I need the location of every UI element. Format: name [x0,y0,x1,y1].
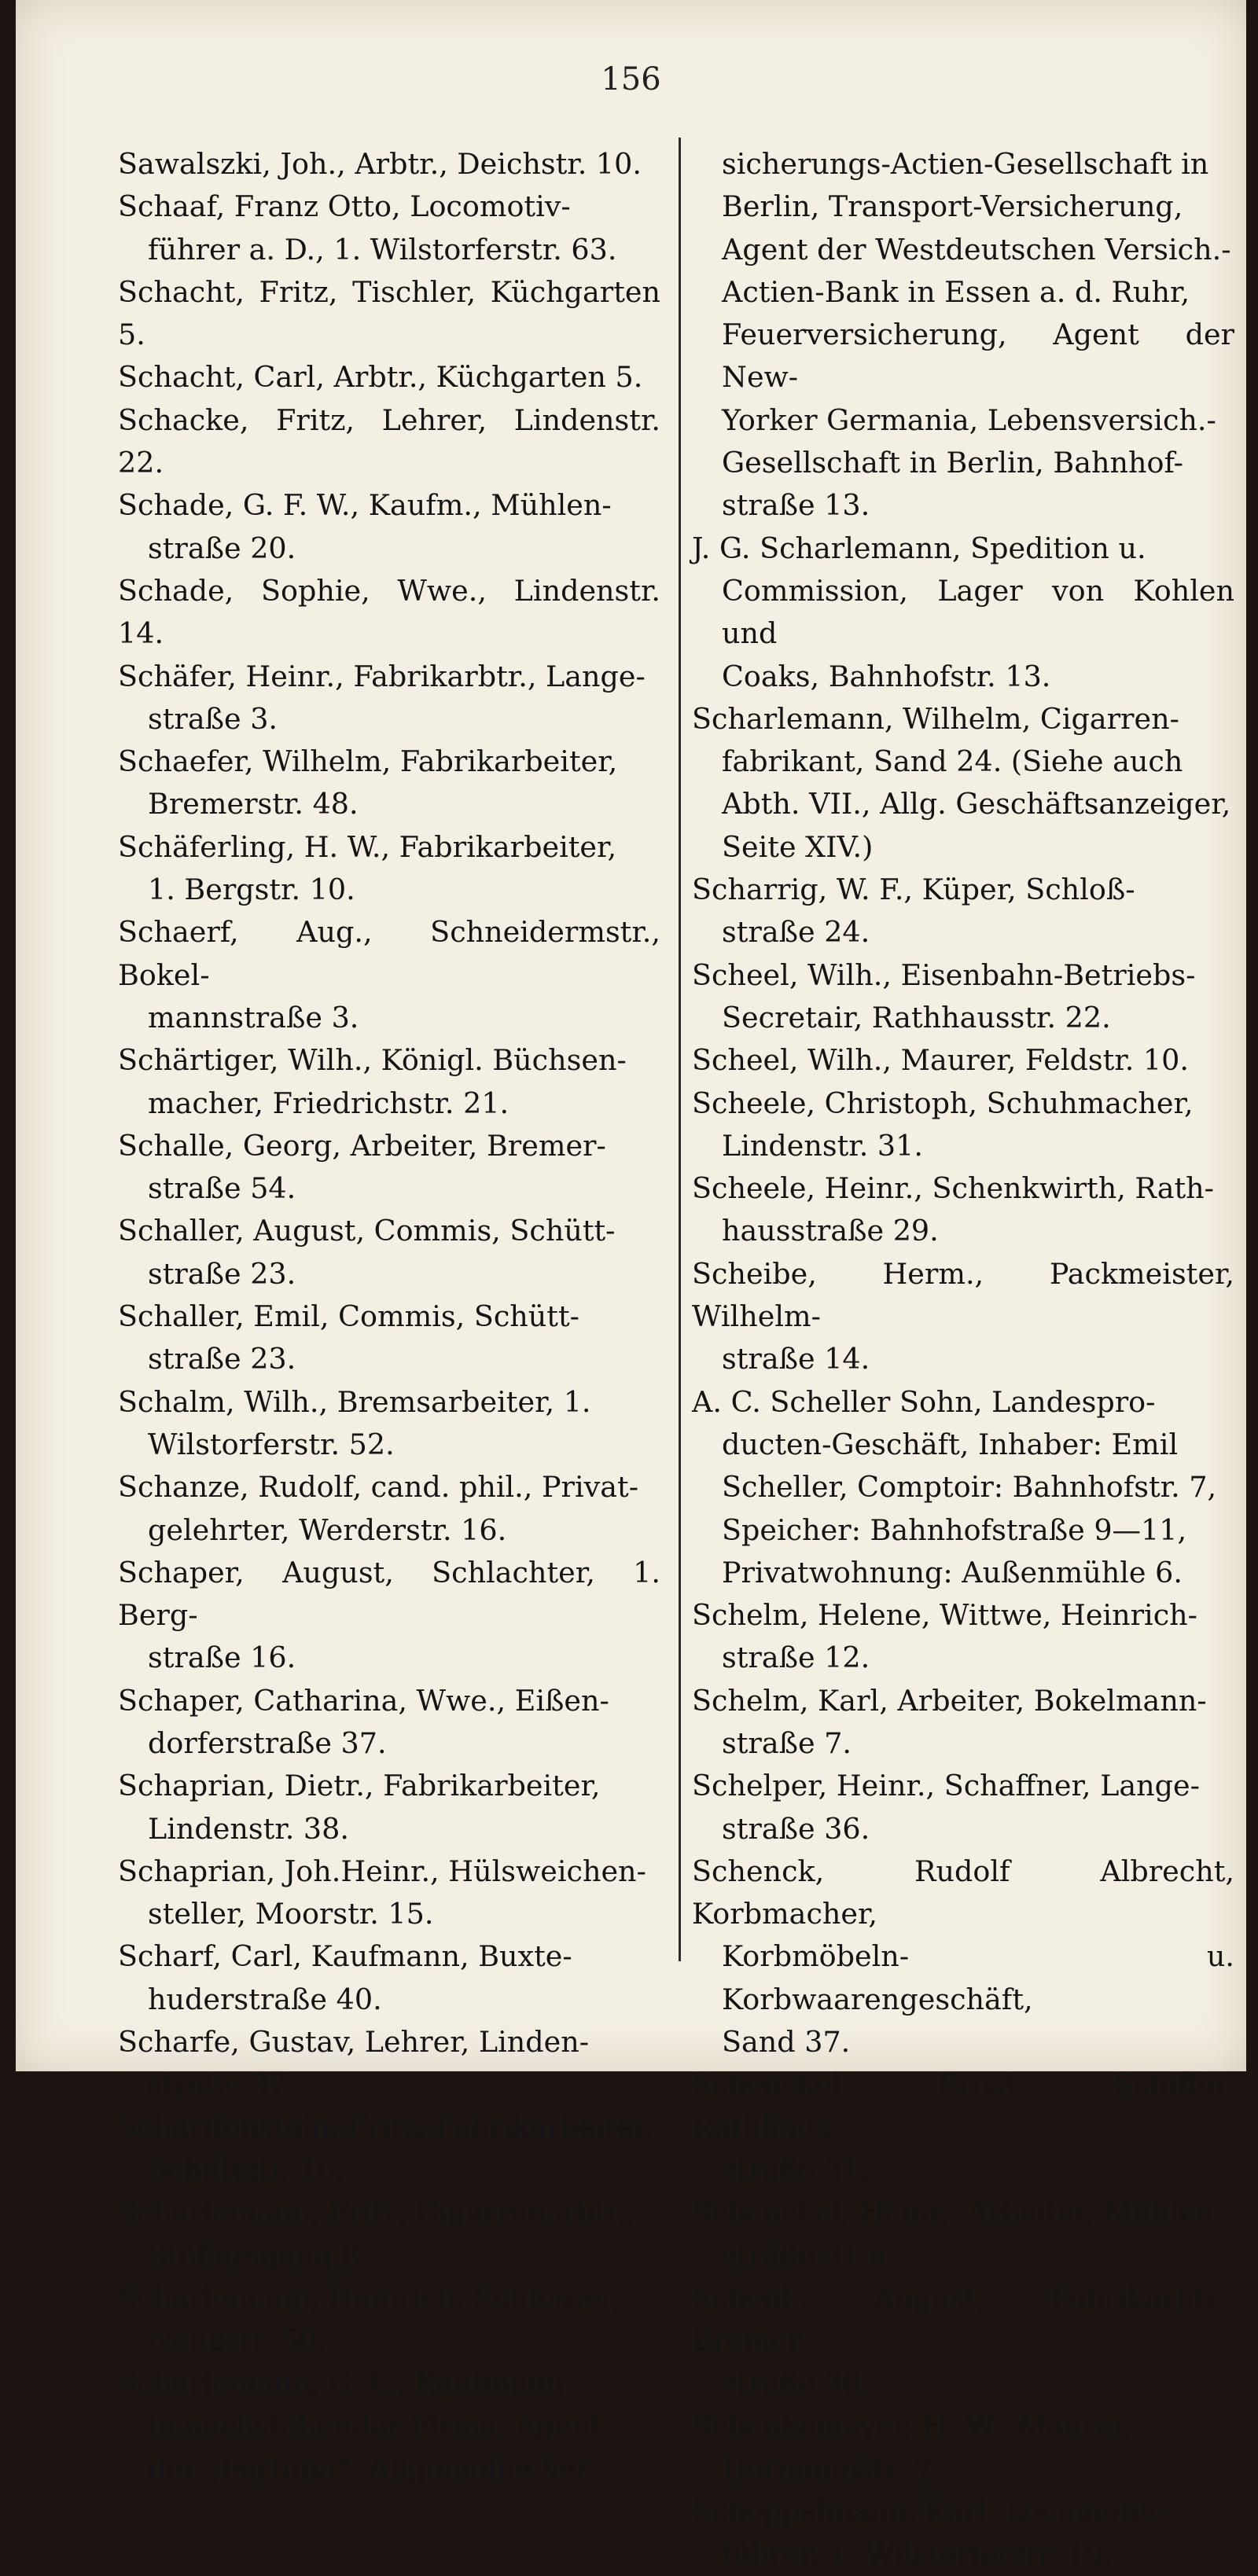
directory-entry [118,656,660,741]
directory-entry [118,826,660,912]
entry-continuation-line: Feuerversicherung, Agent der New- [722,318,1234,395]
directory-entry [118,356,660,399]
entry-continuation-line: straße 54. [148,1171,296,1206]
directory-entry [692,1680,1234,1766]
entry-continuation-line: straße 20. [148,531,296,565]
directory-entry [692,1039,1234,1082]
entry-first-line: Scharf, Carl, Kaufmann, Buxte- [118,1939,572,1974]
entry-first-line: Schacht, Carl, Arbtr., Küchgarten 5. [118,360,643,395]
entry-continuation-line: Yorker Germania, Lebensversich.- [722,402,1216,437]
entry-first-line: Schenckel, Heinr., Arbeiter, Mühlen- [692,2196,1224,2230]
entry-first-line: Schalm, Wilh., Bremsarbeiter, 1. [118,1384,591,1419]
directory-entry [692,954,1234,1040]
directory-entry [692,698,1234,869]
entry-continuation-line: straße 36. [722,2366,870,2401]
directory-entry [692,143,1234,527]
entry-continuation-line: straße 12. [722,1641,870,1675]
entry-continuation-line: Seite XIV.) [722,829,874,864]
entry-first-line: Scharffenstein, Fritz, Fabrikarbeiter, [118,2110,653,2144]
entry-first-line: Schaaf, Franz Otto, Locomotiv- [118,189,571,224]
entry-first-line: Schade, G. F. W., Kaufm., Mühlen- [118,488,612,523]
entry-first-line: Schärtiger, Wilh., Königl. Büchsen- [118,1043,627,1078]
directory-entry [692,1253,1234,1381]
entry-first-line: Schanze, Rudolf, cand. phil., Privat- [118,1470,639,1505]
entry-first-line: Schelm, Karl, Arbeiter, Bokelmann- [692,1683,1207,1718]
entry-continuation-line: Commission, Lager von Kohlen und [722,573,1234,651]
entry-continuation-line: mannstraße 3. [148,1000,359,1034]
entry-first-line: Schaprian, Joh.Heinr., Hülsweichen- [118,1854,646,1888]
directory-entry [118,1552,660,1680]
entry-continuation-line: Wilstorferstr. 52. [148,1427,395,1461]
directory-entry [118,1680,660,1766]
directory-entry [118,1295,660,1381]
entry-continuation-line: Schüttstr. 16. [148,2152,344,2187]
entry-continuation-line: Speicher: Bahnhofstraße 9—11, [722,1512,1187,1547]
directory-entry [692,1381,1234,1594]
directory-entry [118,399,660,485]
entry-continuation-line: Gesellschaft in Berlin, Bahnhof- [722,446,1183,480]
entry-first-line: Scharlemann, Fritz, Cigarrenarbtr., [118,2196,636,2230]
directory-entry [692,2277,1234,2405]
left-column [118,143,660,2490]
directory-entry [118,2362,660,2490]
directory-entry [118,186,660,271]
entry-continuation-line: Lindenstr. 31. [722,1128,923,1163]
entry-continuation-line: Berlin, Transport-Versicherung, [722,189,1183,224]
entry-continuation-line: straße 13. [722,488,870,523]
directory-page [16,0,1246,2571]
directory-entry [118,143,660,186]
entry-first-line: Scheppelmann, Karl, Locomotiv- [692,2494,1167,2529]
entry-continuation-line: straße 31 a. [722,2238,896,2273]
entry-continuation-line: gelehrter, Werderstr. 16. [148,1512,507,1547]
right-column [692,143,1234,2576]
entry-continuation-line: Privatwohnung: Außenmühle 6. [722,1555,1183,1589]
directory-entry [118,271,660,357]
entry-continuation-line: fabrikant, Sand 24. (Siehe auch [722,744,1183,779]
entry-first-line: Scharlemann, Wilhelm, Cigarren- [692,701,1179,736]
entry-continuation-line: straße 31. [722,2152,870,2187]
directory-entry [118,1765,660,1850]
directory-entry [118,2107,660,2192]
entry-continuation-line: straße 36. [722,1811,870,1846]
page-number: 156 [601,61,661,97]
entry-continuation-line: in nachstehender Firma, Agent [148,2409,602,2443]
entry-first-line: Schaprian, Dietr., Fabrikarbeiter, [118,1769,601,1803]
directory-entry [118,1039,660,1125]
entry-first-line: Schaefer, Wilhelm, Fabrikarbeiter, [118,744,618,779]
entry-first-line: Scheele, Christoph, Schuhmacher, [692,1086,1194,1120]
directory-entry [118,484,660,570]
entry-continuation-line: straße 23. [148,1342,296,1376]
entry-first-line: J. G. Scharlemann, Spedition u. [692,531,1146,565]
entry-continuation-line: straße 24. [722,915,870,950]
entry-first-line: Scharrig, W. F., Küper, Schloß- [692,873,1135,907]
directory-entry [118,740,660,826]
entry-continuation-line: Secretair, Rathhausstr. 22. [722,1000,1111,1034]
entry-first-line: Schenkemeyer, H. W., Maurer, [692,2409,1133,2443]
entry-first-line: Schelm, Helene, Wittwe, Heinrich- [692,1598,1198,1633]
entry-first-line: sicherungs-Actien-Gesellschaft in [722,147,1209,181]
entry-first-line: Schaper, August, Schlachter, 1. Berg- [118,1555,660,1633]
entry-continuation-line: straße 23. [148,1256,296,1291]
directory-entry [118,1935,660,2021]
directory-entry [118,1381,660,1467]
directory-entry [118,570,660,656]
entry-first-line: Schaper, Catharina, Wwe., Eißen- [118,1683,609,1718]
entry-first-line: Schalle, Georg, Arbeiter, Bremer- [118,1128,606,1163]
entry-continuation-line: führer a. D., 1. Wilstorferstr. 63. [148,232,617,266]
entry-continuation-line: Scheller, Comptoir: Bahnhofstr. 7, [722,1470,1217,1505]
entry-continuation-line: straße 16. [148,1641,296,1675]
directory-entry [118,2192,660,2277]
directory-entry [692,2405,1234,2491]
entry-continuation-line: steller, Moorstr. 15. [148,1897,434,1931]
directory-entry [692,1850,1234,2063]
entry-continuation-line: Agent der Westdeutschen Versich.- [722,232,1231,266]
directory-entry [692,2192,1234,2277]
entry-continuation-line: Korbmöbeln- u. Korbwaarengeschäft, [722,1939,1234,2016]
entry-first-line: Schenckel, Ernst, Schiffer, Rathhaus- [692,2067,1234,2144]
entry-first-line: Schaller, Emil, Commis, Schütt- [118,1299,579,1334]
directory-entry [692,1594,1234,1680]
entry-continuation-line: der „Fortuna“, Allgemeine Ver- [148,2452,600,2486]
entry-first-line: Schacke, Fritz, Lehrer, Lindenstr. 22. [118,402,660,480]
entry-first-line: Schäfer, Heinr., Fabrikarbtr., Lange- [118,659,646,693]
directory-entry [692,527,1234,698]
directory-entry [118,911,660,1039]
entry-continuation-line: hausstraße 29. [722,1214,939,1248]
entry-first-line: Schenck, Rudolf Albrecht, Korbmacher, [692,1854,1234,1931]
directory-entry [692,1765,1234,1850]
entry-first-line: Scharlemann, G. L., Kaufmann [118,2366,565,2401]
entry-continuation-line: Neuestr. 50. [148,2324,326,2358]
entry-continuation-line: Lindenstr. 38. [148,1811,349,1846]
entry-continuation-line: Stöbersgang 8. [148,2238,370,2273]
directory-entry [118,1466,660,1552]
directory-entry [118,1125,660,1211]
entry-continuation-line: Hermannstr. 7. [722,2452,942,2486]
entry-first-line: Scheele, Heinr., Schenkwirth, Rath- [692,1171,1215,1206]
entry-continuation-line: straße 14. [722,1342,870,1376]
entry-continuation-line: dorferstraße 37. [148,1725,387,1760]
directory-entry [692,1082,1234,1168]
entry-continuation-line: Coaks, Bahnhofstr. 13. [722,659,1051,693]
directory-entry [118,2277,660,2363]
directory-entry [118,1850,660,1936]
entry-first-line: A. C. Scheller Sohn, Landespro- [692,1384,1156,1419]
entry-first-line: Schade, Sophie, Wwe., Lindenstr. 14. [118,573,660,651]
directory-entry [692,2063,1234,2192]
column-divider [679,138,681,1961]
entry-first-line: Scheibe, Herm., Packmeister, Wilhelm- [692,1256,1234,1334]
entry-continuation-line: Abth. VII., Allg. Geschäftsanzeiger, [722,787,1231,821]
directory-entry [692,1167,1234,1253]
entry-continuation-line: macher, Friedrichstr. 21. [148,1086,509,1120]
entry-first-line: Sawalszki, Joh., Arbtr., Deichstr. 10. [118,147,642,181]
entry-first-line: Schenk, August, Fabrikarbtr., Bremer- [692,2280,1234,2358]
entry-continuation-line: führer, 1. Wilstorferstr. 19. [722,2537,1113,2571]
entry-continuation-line: 1. Bergstr. 10. [148,873,355,907]
entry-continuation-line: huderstraße 40. [148,1982,382,2016]
entry-first-line: Scheel, Wilh., Eisenbahn-Betriebs- [692,957,1196,992]
directory-entry [692,2490,1234,2576]
entry-first-line: Scharlemann, Heinrich, Schlosser, [118,2280,621,2315]
entry-continuation-line: Bremerstr. 48. [148,787,359,821]
entry-continuation-line: ducten-Geschäft, Inhaber: Emil [722,1427,1179,1461]
entry-first-line: Schacht, Fritz, Tischler, Küchgarten 5. [118,274,660,352]
entry-first-line: Schaerf, Aug., Schneidermstr., Bokel- [118,915,660,992]
entry-continuation-line: straße 3. [148,701,278,736]
entry-continuation-line: straße 7. [722,1725,852,1760]
entry-first-line: Schäferling, H. W., Fabrikarbeiter, [118,829,617,864]
entry-first-line: Schelper, Heinr., Schaffner, Lange- [692,1769,1200,1803]
entry-first-line: Scheel, Wilh., Maurer, Feldstr. 10. [692,1043,1189,1078]
entry-continuation-line: straße 37. [148,2067,296,2102]
entry-first-line: Schaller, August, Commis, Schütt- [118,1214,616,1248]
directory-entry [692,869,1234,954]
directory-entry [118,2021,660,2107]
entry-continuation-line: Actien-Bank in Essen a. d. Ruhr, [722,274,1190,309]
directory-entry [118,1210,660,1295]
entry-first-line: Scharfe, Gustav, Lehrer, Linden- [118,2025,590,2060]
entry-continuation-line: Sand 37. [722,2025,851,2060]
